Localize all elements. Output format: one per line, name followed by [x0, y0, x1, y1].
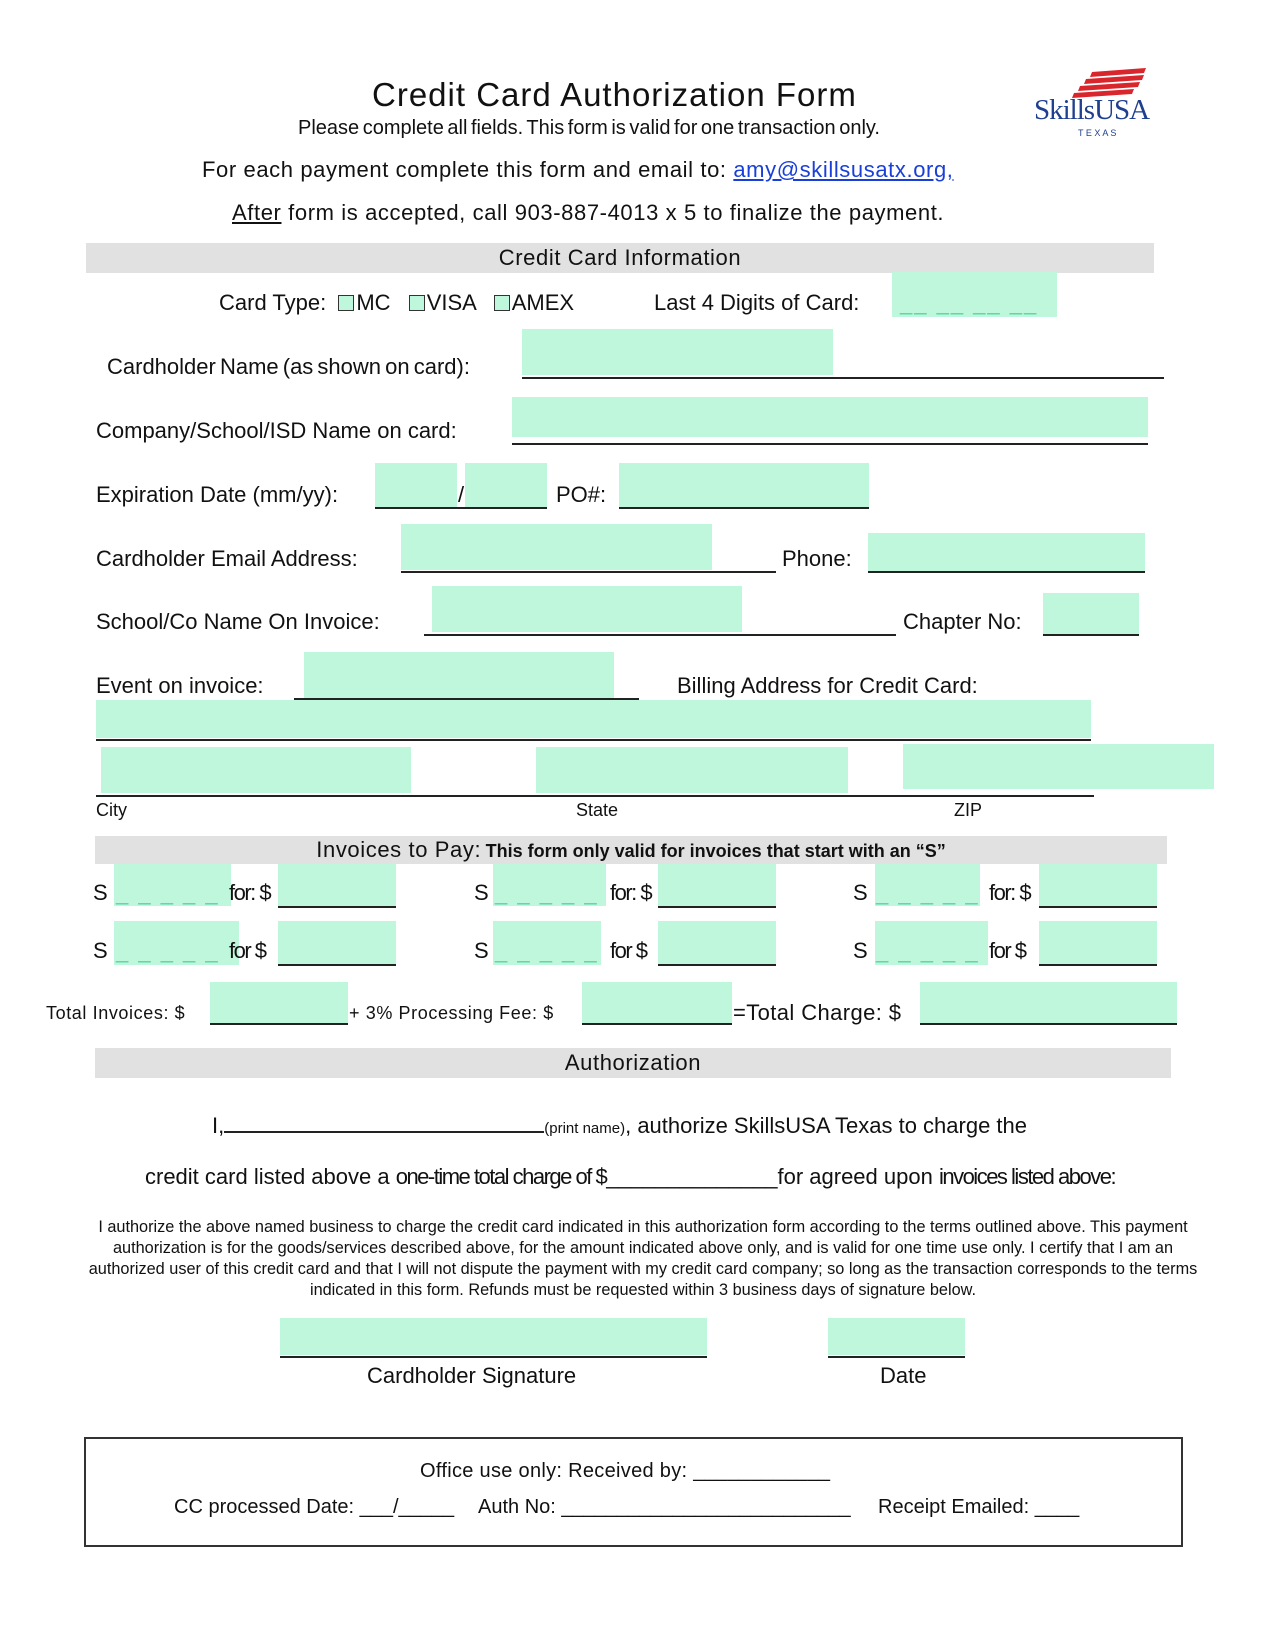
invoice-prefix: S — [474, 880, 489, 905]
school-invoice-label: School/Co Name On Invoice: — [96, 609, 380, 634]
card-type-row — [219, 290, 574, 316]
city-state-zip-line — [96, 795, 1094, 797]
invoice-5-amount-input[interactable] — [658, 921, 776, 965]
authorization-statement — [212, 1111, 1027, 1139]
date-line — [828, 1356, 965, 1358]
signature-label: Cardholder Signature — [367, 1363, 577, 1388]
po-line — [619, 507, 869, 509]
state-label: State — [576, 800, 619, 820]
po-input[interactable] — [619, 463, 869, 507]
expiration-year-input[interactable] — [465, 463, 547, 507]
total-invoices-label: Total Invoices: $ — [46, 1003, 186, 1023]
office-use-box — [84, 1437, 1183, 1547]
call-instruction-text: form is accepted, call 903-887-4013 x 5 to finalize the payment. — [281, 200, 945, 225]
event-input[interactable] — [304, 652, 614, 698]
invoice-4-dash: _ _ _ _ _ — [116, 938, 220, 963]
total-charge-input[interactable] — [920, 982, 1177, 1023]
logo-wordmark: SkillsUSA — [1034, 94, 1150, 126]
office-receipt-emailed: Receipt Emailed: ____ — [878, 1496, 1080, 1518]
cardholder-name-input[interactable] — [522, 329, 833, 375]
processing-fee-input[interactable] — [582, 982, 732, 1024]
invoice-6-amount-input[interactable] — [1039, 921, 1157, 965]
skillsusa-logo — [1030, 66, 1150, 136]
processing-fee-label: + 3% Processing Fee: $ — [349, 1003, 554, 1023]
cardholder-name-label: Cardholder Name (as shown on card): — [107, 354, 470, 379]
event-label: Event on invoice: — [96, 673, 264, 698]
invoice-3-amount-line — [1039, 906, 1157, 908]
mc-checkbox[interactable] — [338, 295, 354, 311]
auth-line2-d: invoices listed above: — [938, 1164, 1116, 1189]
school-invoice-input[interactable] — [432, 586, 742, 632]
invoice-prefix: S — [93, 938, 108, 963]
invoice-6-for-label: for $ — [989, 938, 1026, 963]
office-processed-date: CC processed Date: ___/_____ — [174, 1496, 455, 1518]
expiration-month-input[interactable] — [375, 463, 457, 507]
cardholder-email-label: Cardholder Email Address: — [96, 546, 358, 571]
invoice-1-amount-line — [278, 906, 396, 908]
invoices-note: This form only valid for invoices that start with an “S” — [485, 841, 946, 861]
email-link[interactable]: amy@skillsusatx.org, — [733, 157, 954, 182]
auth-line2-b: one-time total charge of $ — [395, 1164, 607, 1189]
email-instruction — [202, 157, 954, 183]
invoice-1-amount-input[interactable] — [278, 864, 396, 907]
authorization-charge-line — [145, 1164, 1115, 1190]
call-instruction — [232, 200, 944, 226]
page-title: Credit Card Authorization Form — [372, 76, 857, 113]
date-label: Date — [880, 1363, 927, 1388]
office-received-by: Office use only: Received by: ____________ — [420, 1460, 831, 1482]
visa-label: VISA — [426, 290, 476, 315]
invoice-4-amount-line — [278, 964, 396, 966]
billing-address-input[interactable] — [96, 700, 1091, 738]
total-invoices-line — [210, 1023, 348, 1025]
billing-address-line — [96, 739, 1091, 741]
zip-input[interactable] — [903, 744, 1214, 789]
authorization-terms: I authorize the above named business to charge the credit card indicated in this authorization form according to the terms outlined above. This payment authorization is for the goods/services described above, for the amount indicated above only, and is valid for one time use only. I certify that I am an authorized user of this credit card and that I will not dispute the payment with my credit card company; so long as the transaction corresponds to the terms indicated in this form. Refunds must be requested within 3 business days of signature below. — [88, 1218, 1198, 1299]
expiration-label: Expiration Date (mm/yy): — [96, 482, 339, 507]
invoice-6-dash: _ _ _ _ _ — [876, 938, 980, 963]
print-name-blank[interactable] — [224, 1111, 544, 1133]
logo-state: T E X A S — [1078, 128, 1117, 138]
company-input[interactable] — [512, 397, 1148, 437]
invoice-2-dash: _ _ _ _ _ — [495, 880, 599, 905]
expiration-separator: / — [458, 482, 465, 507]
section-header-invoices — [95, 836, 1167, 864]
auth-line1-end: , authorize SkillsUSA Texas to charge the — [625, 1113, 1028, 1138]
invoice-5-amount-line — [658, 964, 776, 966]
invoice-3-for-label: for: $ — [989, 880, 1031, 905]
last4-placeholder: __ __ __ __ — [900, 290, 1039, 315]
signature-line — [280, 1356, 707, 1358]
invoice-3-amount-input[interactable] — [1039, 864, 1157, 907]
total-charge-label: =Total Charge: $ — [733, 1000, 902, 1025]
amex-label: AMEX — [511, 290, 575, 315]
card-type-label: Card Type: — [219, 290, 327, 315]
section-header-card: Credit Card Information — [86, 243, 1154, 273]
invoice-prefix: S — [93, 880, 108, 905]
invoice-6-amount-line — [1039, 964, 1157, 966]
total-charge-line — [920, 1023, 1177, 1025]
page-subtitle: Please complete all fields. This form is valid for one transaction only. — [298, 117, 880, 139]
invoice-prefix: S — [853, 938, 868, 963]
company-line — [512, 443, 1148, 445]
cardholder-email-line — [401, 571, 776, 573]
phone-input[interactable] — [868, 533, 1145, 571]
expiration-line — [375, 507, 547, 509]
invoice-4-amount-input[interactable] — [278, 921, 396, 965]
visa-checkbox[interactable] — [409, 295, 425, 311]
cardholder-name-line — [522, 377, 1164, 379]
office-auth-no: Auth No: __________________________ — [478, 1496, 851, 1518]
amex-checkbox[interactable] — [494, 295, 510, 311]
phone-label: Phone: — [782, 546, 852, 571]
processing-fee-line — [582, 1023, 732, 1025]
total-invoices-input[interactable] — [210, 982, 348, 1023]
invoices-title: Invoices to Pay: — [316, 837, 482, 862]
invoice-5-for-label: for $ — [610, 938, 647, 963]
email-instruction-text: For each payment complete this form and email to: — [202, 157, 734, 182]
auth-line2-a: credit card listed above a — [145, 1164, 396, 1189]
chapter-input[interactable] — [1043, 593, 1139, 634]
date-input[interactable] — [828, 1318, 965, 1355]
invoice-5-dash: _ _ _ _ _ — [495, 938, 599, 963]
city-input[interactable] — [101, 747, 411, 793]
mc-label: MC — [356, 290, 391, 315]
phone-line — [868, 571, 1145, 573]
state-input[interactable] — [536, 747, 848, 793]
print-name-hint: (print name) — [544, 1120, 626, 1137]
school-invoice-line — [424, 634, 896, 636]
invoice-1-dash: _ _ _ _ _ — [116, 880, 220, 905]
last4-label: Last 4 Digits of Card: — [654, 290, 860, 315]
section-header-authorization: Authorization — [95, 1048, 1171, 1078]
auth-line2-c: for agreed upon — [777, 1164, 939, 1189]
invoice-prefix: S — [474, 938, 489, 963]
invoice-2-amount-input[interactable] — [658, 864, 776, 907]
billing-address-label: Billing Address for Credit Card: — [677, 673, 978, 698]
cardholder-email-input[interactable] — [401, 524, 712, 570]
invoice-2-amount-line — [658, 906, 776, 908]
invoice-3-dash: _ _ _ _ _ — [876, 880, 980, 905]
company-label: Company/School/ISD Name on card: — [96, 418, 457, 443]
city-label: City — [96, 800, 127, 820]
po-label: PO#: — [556, 482, 607, 507]
invoice-4-for-label: for $ — [229, 938, 266, 963]
auth-i: I, — [212, 1113, 225, 1138]
invoice-prefix: S — [853, 880, 868, 905]
chapter-line — [1043, 634, 1139, 636]
invoice-2-for-label: for: $ — [610, 880, 652, 905]
chapter-label: Chapter No: — [903, 609, 1022, 634]
after-word: After — [232, 200, 282, 225]
signature-input[interactable] — [280, 1318, 707, 1355]
zip-label: ZIP — [954, 800, 983, 820]
charge-amount-blank[interactable]: ______________ — [606, 1164, 778, 1189]
invoice-1-for-label: for: $ — [229, 880, 271, 905]
